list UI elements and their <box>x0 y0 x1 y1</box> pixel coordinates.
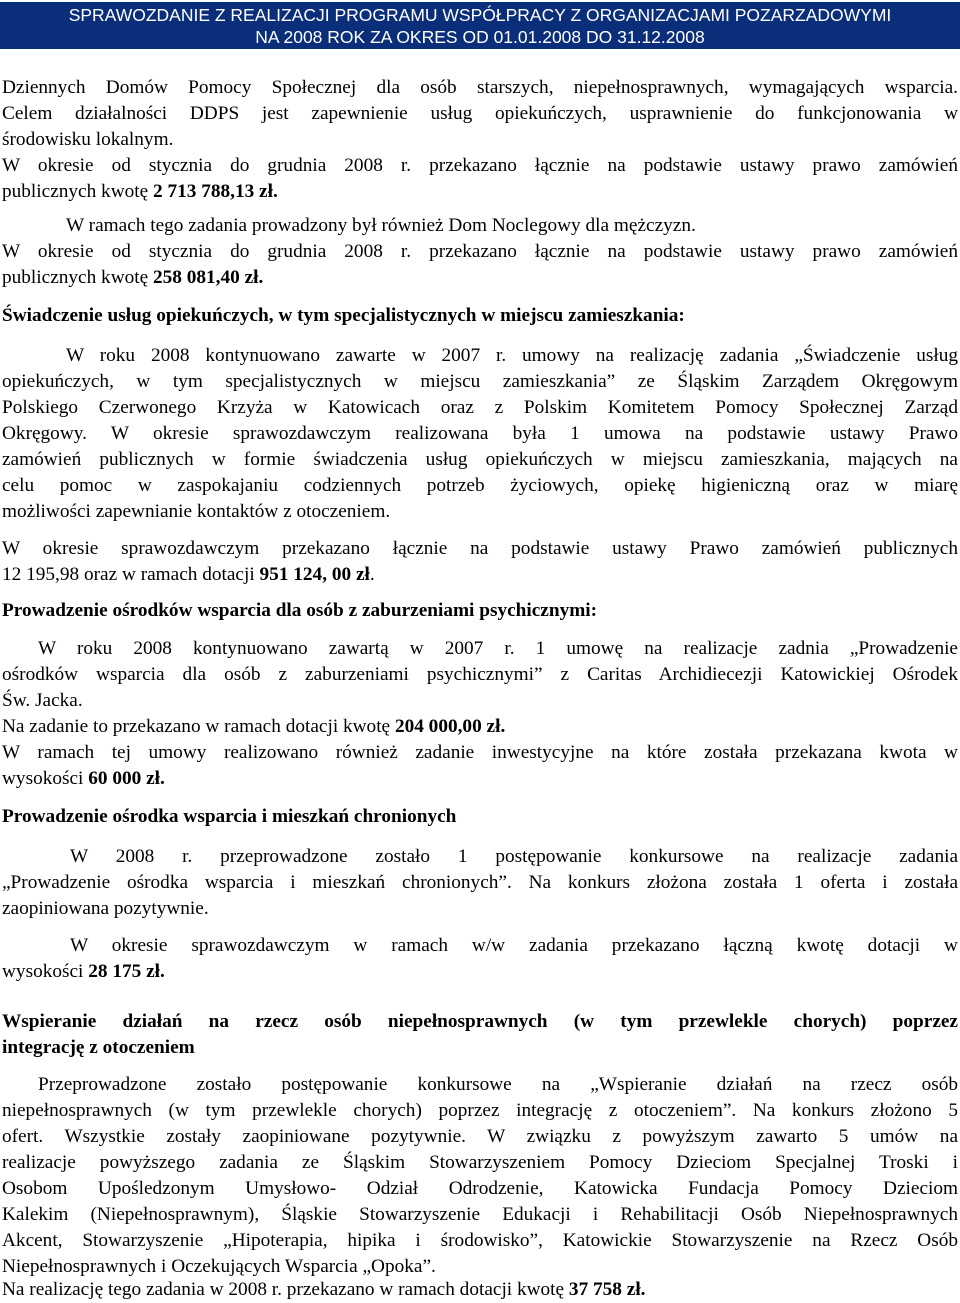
amount-value: 258 081,40 zł. <box>153 267 264 288</box>
paragraph-line <box>2 715 958 739</box>
paragraph-line: Św. Jacka. <box>2 690 83 711</box>
paragraph-line: Akcent, Stowarzyszenie „Hipoterapia, hipika i środowisko”, Katowickie Stowarzyszenie na Rzecz Osób <box>2 1230 958 1251</box>
paragraph-line: zaopiniowana pozytywnie. <box>2 898 209 919</box>
paragraph-line: W okresie od stycznia do grudnia 2008 r. przekazano łącznie na podstawie ustawy prawo zamówień <box>2 155 958 176</box>
paragraph-line <box>2 960 958 984</box>
amount-value: 204 000,00 zł. <box>394 716 506 737</box>
header-title-line-1: SPRAWOZDANIE Z REALIZACJI PROGRAMU WSPÓŁPRACY Z ORGANIZACJAMI POZARZADOWYMI <box>68 5 892 25</box>
paragraph-text: Na realizację tego zadania w 2008 r. przekazano w ramach dotacji kwotę <box>2 1279 569 1300</box>
paragraph-line <box>2 1278 958 1302</box>
paragraph-line: Polskiego Czerwonego Krzyża w Katowicach oraz z Polskim Komitetem Pomocy Społecznej Zarząd <box>2 397 958 418</box>
section-heading-sheltered-housing: Prowadzenie ośrodka wsparcia i mieszkań chronionych <box>2 806 457 827</box>
paragraph-line: Niepełnosprawnych i Oczekujących Wsparcia „Opoka”. <box>2 1256 436 1277</box>
paragraph-line: Dziennych Domów Pomocy Społecznej dla osób starszych, niepełnosprawnych, wymagających wsparcia. <box>2 77 958 98</box>
paragraph-line: W okresie sprawozdawczym przekazano łącznie na podstawie ustawy Prawo zamówień publicznych <box>2 538 958 559</box>
paragraph-line: W 2008 r. przeprowadzone zostało 1 postępowanie konkursowe na realizacje zadania <box>70 846 958 867</box>
paragraph-line: opiekuńczych, w tym specjalistycznych w miejscu zamieszkania” ze Śląskim Zarządem Okręgowym <box>2 371 958 392</box>
paragraph-line: możliwości zapewnianie kontaktów z otoczeniem. <box>2 501 391 522</box>
section-heading-disabled-integration: Wspieranie działań na rzecz osób niepełnosprawnych (w tym przewlekle chorych) poprzez <box>2 1011 958 1032</box>
amount-value: 37 758 zł. <box>568 1279 646 1300</box>
section-heading-disabled-integration-cont: integrację z otoczeniem <box>2 1037 195 1058</box>
paragraph-line: W okresie od stycznia do grudnia 2008 r. przekazano łącznie na podstawie ustawy prawo zamówień <box>2 241 958 262</box>
amount-value: 60 000 zł. <box>88 768 165 789</box>
paragraph-line: celu pomoc w zaspokajaniu codziennych potrzeb życiowych, opiekę higieniczną oraz w miarę <box>2 475 958 496</box>
amount-value: 2 713 788,13 zł. <box>153 181 278 202</box>
section-heading-support-centers: Prowadzenie ośrodków wsparcia dla osób z zaburzeniami psychicznymi: <box>2 600 598 621</box>
paragraph-line: realizacje powyższego zadania ze Śląskim Stowarzyszeniem Pomocy Dzieciom Specjalnej Troski i <box>2 1152 958 1173</box>
paragraph-line: W roku 2008 kontynuowano zawartą w 2007 r. 1 umowę na realizacje zadnia „Prowadzenie <box>38 638 958 659</box>
paragraph-line: ośrodków wsparcia dla osób z zaburzeniami psychicznymi” z Caritas Archidiecezji Katowickiej Ośrodek <box>2 664 958 685</box>
paragraph-line: W roku 2008 kontynuowano zawarte w 2007 r. umowy na realizację zadania „Świadczenie usług <box>66 345 958 366</box>
paragraph-text: wysokości <box>2 768 89 789</box>
report-header <box>0 2 960 49</box>
paragraph-line <box>2 767 958 791</box>
paragraph-line: W okresie sprawozdawczym w ramach w/w zadania przekazano łączną kwotę dotacji w <box>70 935 958 956</box>
section-heading-home-care: Świadczenie usług opiekuńczych, w tym specjalistycznych w miejscu zamieszkania: <box>2 305 685 326</box>
paragraph-line: Celem działalności DDPS jest zapewnienie usług opiekuńczych, usprawnienie do funkcjonowania w <box>2 103 958 124</box>
paragraph-line: Kalekim (Niepełnosprawnym), Śląskie Stowarzyszenie Edukacji i Rehabilitacji Osób Niepełnosprawnych <box>2 1204 958 1225</box>
paragraph-text: publicznych kwotę <box>2 181 153 202</box>
amount-value: 951 124, 00 zł <box>259 564 370 585</box>
paragraph-line <box>2 266 958 290</box>
paragraph-line: „Prowadzenie ośrodka wsparcia i mieszkań chronionych”. Na konkurs złożona została 1 oferta i została <box>2 872 958 893</box>
paragraph-line <box>2 180 958 204</box>
paragraph-line: niepełnosprawnych (w tym przewlekle chorych) poprzez integrację z otoczeniem”. Na konkurs złożono 5 <box>2 1100 958 1121</box>
paragraph-line: Okręgowy. W okresie sprawozdawczym realizowana była 1 umowa na podstawie ustawy Prawo <box>2 423 958 444</box>
paragraph-line: Osobom Upośledzonym Umysłowo- Odział Odrodzenie, Katowicka Fundacja Pomocy Dzieciom <box>2 1178 958 1199</box>
paragraph-line: W ramach tego zadania prowadzony był również Dom Noclegowy dla mężczyzn. <box>66 215 696 236</box>
paragraph-text: . <box>369 564 375 585</box>
header-title-line-2: NA 2008 ROK ZA OKRES OD 01.01.2008 DO 31.12.2008 <box>255 27 705 47</box>
paragraph-line: ofert. Wszystkie zostały zaopiniowane pozytywnie. W związku z powyższym zawarto 5 umów na <box>2 1126 958 1147</box>
paragraph-text: publicznych kwotę <box>2 267 153 288</box>
paragraph-line: Przeprowadzone zostało postępowanie konkursowe na „Wspieranie działań na rzecz osób <box>38 1074 958 1095</box>
paragraph-text: wysokości <box>2 961 89 982</box>
paragraph-line <box>2 563 958 587</box>
amount-value: 28 175 zł. <box>88 961 165 982</box>
paragraph-line: środowisku lokalnym. <box>2 129 174 150</box>
paragraph-text: Na zadanie to przekazano w ramach dotacji kwotę <box>2 716 395 737</box>
paragraph-line: W ramach tej umowy realizowano również zadanie inwestycyjne na które została przekazana kwota w <box>2 742 958 763</box>
paragraph-text: 12 195,98 oraz w ramach dotacji <box>2 564 260 585</box>
paragraph-line: zamówień publicznych w formie świadczenia usług opiekuńczych w miejscu zamieszkania, mających na <box>2 449 958 470</box>
